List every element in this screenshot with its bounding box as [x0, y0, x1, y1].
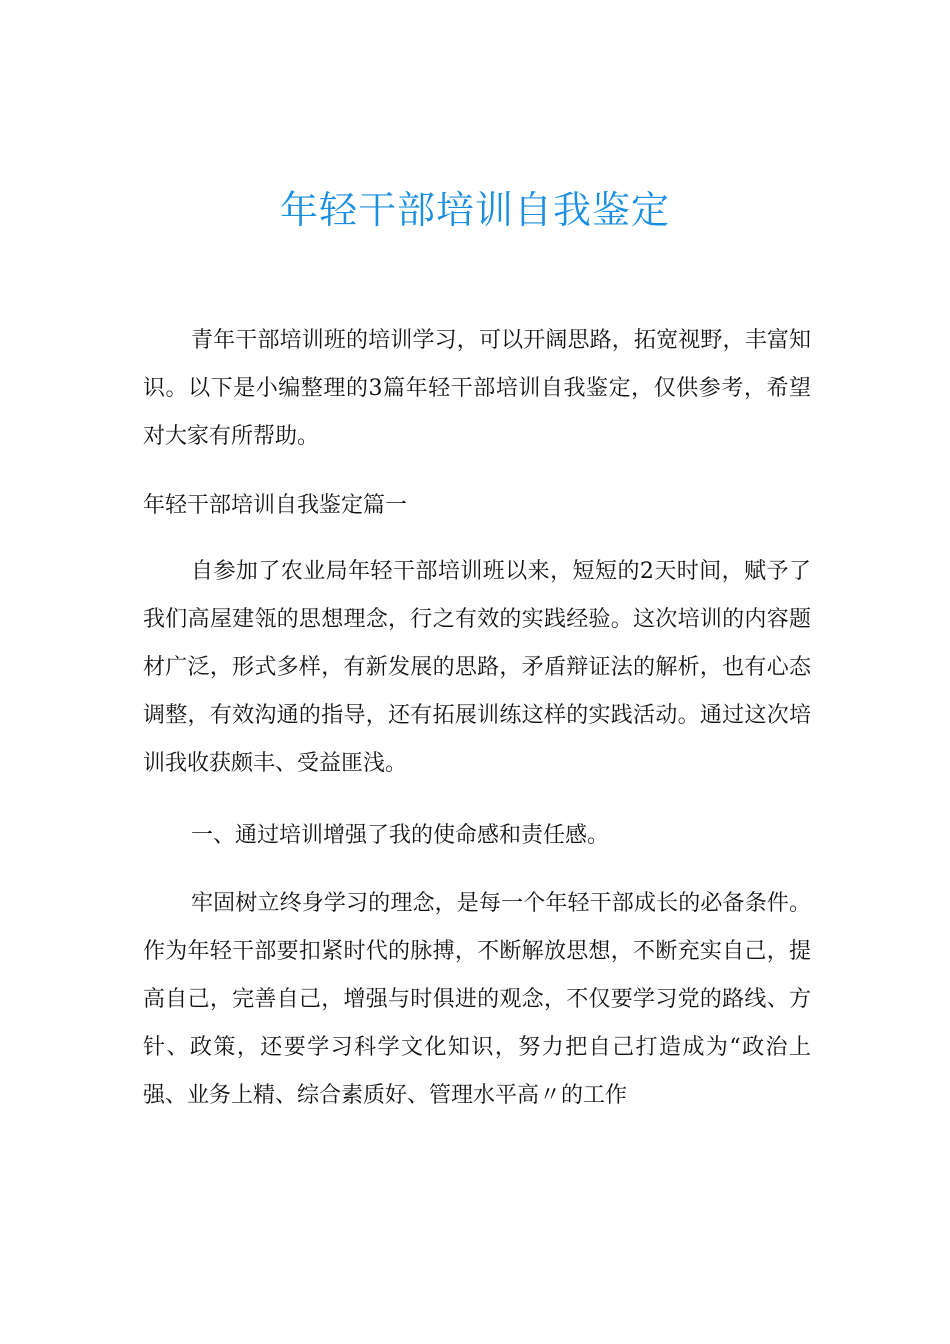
document-title: 年轻干部培训自我鉴定	[279, 188, 670, 232]
paragraph-text: 牢固树立终身学习的理念，是每一个年轻干部成长的必备条件。作为年轻干部要扣紧时代的脉搏，不断解放思想，不断充实自己，提高自己，完善自己，增强与时俱进的观念，不仅要学习党的路线、方针、政策，还要学习科学文化知识，努力把自己打造成为“政治上强、业务上精、综合素质好、管理水平高〃的工作	[143, 891, 811, 1108]
body-paragraph-1	[143, 548, 811, 788]
body-paragraph-2	[143, 880, 811, 1120]
intro-paragraph	[143, 317, 811, 461]
section-heading-text: 年轻干部培训自我鉴定篇一	[143, 493, 408, 518]
paragraph-text: 青年干部培训班的培训学习，可以开阔思路，拓宽视野，丰富知识。以下是小编整理的3篇年轻干部培训自我鉴定，仅供参考，希望对大家有所帮助。	[143, 328, 811, 449]
section-heading	[143, 482, 811, 530]
paragraph-text: 自参加了农业局年轻干部培训班以来，短短的2天时间，赋予了我们高屋建瓴的思想理念，行之有效的实践经验。这次培训的内容题材广泛，形式多样，有新发展的思路，矛盾辩证法的解析，也有心态调整，有效沟通的指导，还有拓展训练这样的实践活动。通过这次培训我收获颇丰、受益匪浅。	[143, 559, 811, 776]
point-heading-1	[143, 812, 811, 860]
point-heading-text: 一、通过培训增强了我的使命感和责任感。	[191, 823, 610, 848]
